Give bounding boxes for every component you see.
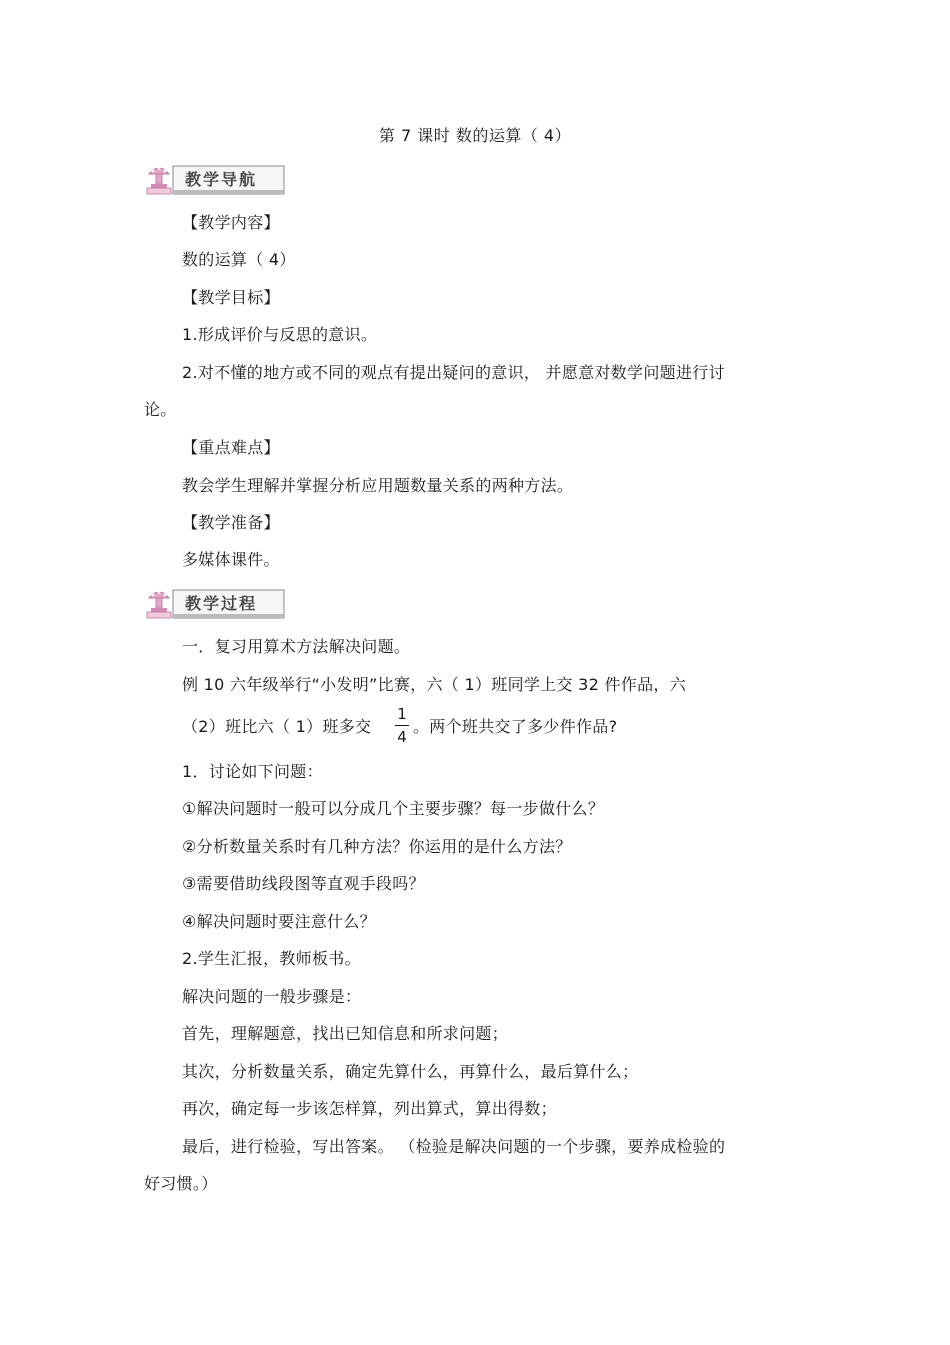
banner-label: 教学导航 [185,170,258,189]
goal-item-2-continued: 论。 [144,400,177,419]
key-heading: 【重点难点】 [182,438,280,457]
question-1: ①解决问题时一般可以分成几个主要步骤？每一步做什么？ [182,799,605,818]
fraction-denominator: 4 [397,728,407,746]
page-title: 第 7 课时 数的运算（ 4） [378,126,572,145]
question-3: ③需要借助线段图等直观手段吗？ [182,874,425,893]
step-4: 最后，进行检验，写出答案。 （检验是解决问题的一个步骤，要养成检验的 [182,1137,726,1156]
report-line: 2.学生汇报，教师板书。 [182,949,361,968]
discuss-heading: 1．讨论如下问题： [182,762,323,781]
fraction-bar [395,725,409,726]
example-line-2-prefix: （2）班比六（ 1）班多交 [182,717,372,736]
goal-item-2: 2.对不懂的地方或不同的观点有提出疑问的意识， 并愿意对数学问题进行讨 [182,363,725,382]
content-text: 数的运算（ 4） [182,250,296,269]
fraction-one-quarter [395,705,409,746]
fraction-numerator: 1 [397,705,407,723]
example-line-2-suffix: 。两个班共交了多少件作品? [413,717,618,736]
step-3: 再次，确定每一步该怎样算，列出算式，算出得数； [182,1099,557,1118]
goal-heading: 【教学目标】 [182,288,280,307]
example-line-1: 例 10 六年级举行“小发明”比赛，六（ 1）班同学上交 32 件作品，六 [182,675,687,694]
question-4: ④解决问题时要注意什么？ [182,912,376,931]
question-2: ②分析数量关系时有几种方法？你运用的是什么方法？ [182,837,572,856]
review-heading: 一．复习用算术方法解决问题。 [182,637,411,656]
step-4-continued: 好习惯。） [144,1174,218,1193]
banner-teaching-guide [143,160,286,198]
content-heading: 【教学内容】 [182,213,280,232]
banner-label: 教学过程 [185,594,258,613]
prep-text: 多媒体课件。 [182,550,280,569]
prep-heading: 【教学准备】 [182,513,280,532]
steps-heading: 解决问题的一般步骤是： [182,987,362,1006]
step-1: 首先，理解题意，找出已知信息和所求问题； [182,1024,509,1043]
key-text: 教会学生理解并掌握分析应用题数量关系的两种方法。 [182,476,574,495]
goal-item-1: 1.形成评价与反思的意识。 [182,325,378,344]
banner-teaching-process [143,584,286,622]
step-2: 其次，分析数量关系，确定先算什么，再算什么，最后算什么； [182,1062,639,1081]
